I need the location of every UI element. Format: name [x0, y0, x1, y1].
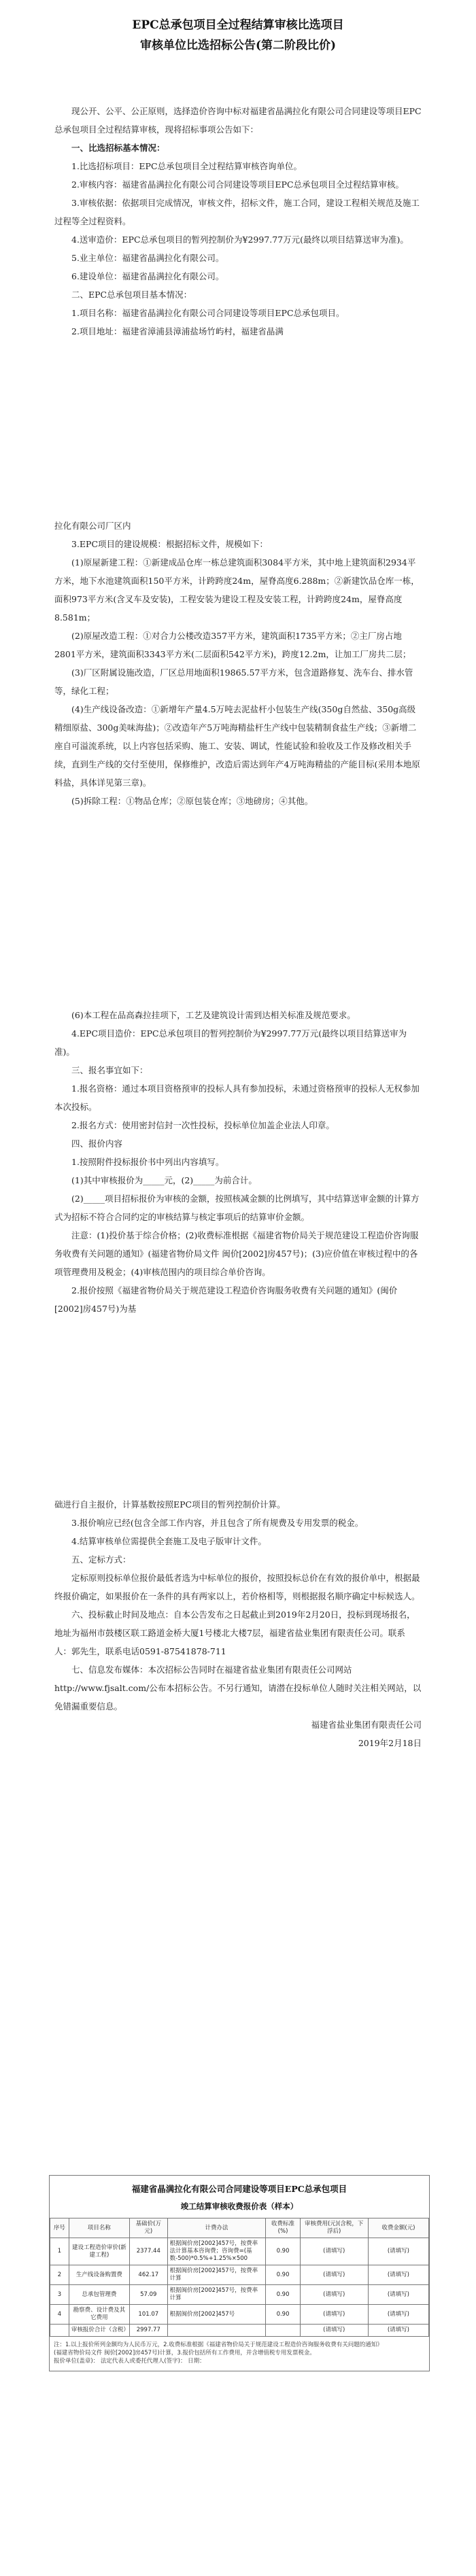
paragraph: 3.审核依据：依据项目完成情况，审核文件，招标文件，施工合同，建设工程相关规范及施工过程等全过程资料。: [54, 198, 420, 226]
form-note-line: 注：1.以上报价所列金额均为人民币万元，2.收费标准根据《福建省物价局关于规范建设工程造价咨询服务收费有关问题的通知》: [54, 2342, 383, 2348]
table-row: [50, 2265, 429, 2285]
table-row: [50, 2285, 429, 2305]
table-cell-fee[interactable]: (请填写): [300, 2305, 368, 2325]
column-header: 基础价(万元): [129, 2218, 167, 2238]
table-cell-name: 审核报价合计（含税）: [69, 2325, 129, 2337]
announcement-section-1: [54, 102, 422, 341]
table-cell-total[interactable]: (请填写): [368, 2325, 428, 2337]
paragraph: 拉化有限公司厂区内: [54, 521, 131, 531]
table-cell-method: 根据闽价房[2002]457号，按费率计算: [167, 2265, 266, 2285]
announcement-section-2: [54, 517, 422, 810]
form-title: 福建省晶满拉化有限公司合同建设等项目EPC总承包项目: [131, 2184, 347, 2194]
table-cell-rate: 0.90: [266, 2265, 300, 2285]
paragraph: 3.EPC项目的建设规模：根据招标文件，规模如下：: [71, 539, 269, 549]
column-header: 序号: [50, 2218, 69, 2238]
paragraph: 5.业主单位：福建省晶满拉化有限公司。: [71, 253, 224, 263]
paragraph: 注意：(1)投价基于综合价格；(2)收费标准根据《福建省物价局关于规范建设工程造价咨询服务收费有关问题的通知》(福建省物价局文件 闽价[2002]房457号)；(3)应价值在审核过程中的各项管理费用及税金；(4)审核范围内的项目综合单价咨询。: [54, 1230, 419, 1277]
form-note-line: 报价单位(盖章)： 法定代表人或委托代理人(签字)： 日期：: [54, 2358, 205, 2365]
form-subtitle: 竣工结算审核收费报价表（样本）: [180, 2201, 299, 2211]
paragraph: 4.EPC项目造价：EPC总承包项目的暂列控制价为¥2997.77万元(最终以项目结算送审为准)。: [54, 1028, 407, 1057]
paragraph: 2.报名方式：使用密封信封一次性投标，投标单位加盖企业法人印章。: [71, 1120, 335, 1130]
paragraph: 1.报名资格：通过本项目资格预审的投标人具有参加投标，未通过资格预审的投标人无权参加本次投标。: [54, 1083, 420, 1112]
announcement-section-4: [54, 1495, 422, 1752]
paragraph: 2.审核内容：福建省晶满拉化有限公司合同建设等项目EPC总承包项目全过程结算审核。: [71, 179, 405, 190]
announcement-section-3: [54, 1006, 422, 1318]
table-row: [50, 2238, 429, 2265]
paragraph: 1.比选招标项目：EPC总承包项目全过程结算审核咨询单位。: [71, 161, 303, 171]
paragraph: 3.报价响应已经(包含全部工作内容，并且包含了所有规费及专用发票的税金。: [71, 1518, 364, 1528]
paragraph: 四、报价内容: [71, 1138, 123, 1149]
table-cell-name: 勘察费、设计费及其它费用: [69, 2305, 129, 2325]
paragraph: (2)_____项目招标报价为审核的金额，按照核减金额的比例填写，其中结算送审金额的计算方式为招标不符合合同约定的审核结算与核定事项后的结算审价金额。: [54, 1194, 420, 1222]
paragraph: (1)原屋新建工程：①新建成品仓库一栋总建筑面积3084平方米，其中地上建筑面积2934平方米，地下水池建筑面积150平方米，计跨跨度24m，屋脊高度6.288m；②新建饮品仓库一栋，面积973平方米(含叉车及安装)，工程安装为建设工程及安装工程，计跨跨度24m，屋脊高度8.581m；: [54, 557, 420, 623]
table-cell-method: [167, 2325, 266, 2337]
paragraph: 2.项目地址：福建省漳浦县漳浦盐场竹屿村，福建省晶满: [71, 326, 284, 336]
table-cell-total[interactable]: (请填写): [368, 2238, 428, 2265]
paragraph: (2)原屋改造工程：①对合力公楼改造357平方米，建筑面积1735平方米；②主厂房占地2801平方米，建筑面积3343平方米(二层面积542平方米)，跨度12.2m，让加工厂房共二层；: [54, 631, 411, 659]
table-cell-base: 2377.44: [129, 2238, 167, 2265]
column-header: 审核费用(元)(含税，下浮后): [300, 2218, 368, 2238]
column-header: 计费办法: [167, 2218, 266, 2238]
paragraph: 础进行自主报价，计算基数按照EPC项目的暂列控制价计算。: [54, 1499, 286, 1510]
paragraph: 4.结算审核单位需提供全套施工及电子版审计文件。: [71, 1536, 267, 1546]
column-header: 项目名称: [69, 2218, 129, 2238]
paragraph: (6)本工程在品高森拉挂项下，工艺及建筑设计需到达相关标准及规范要求。: [71, 1010, 356, 1020]
table-cell-fee[interactable]: (请填写): [300, 2265, 368, 2285]
paragraph: 六、投标截止时间及地点：自本公告发布之日起截止到2019年2月20日，投标到现场报名，地址为福州市鼓楼区联工路道金桥大厦1号楼北大楼7层，福建省盐业集团有限责任公司。联系人：郭先生，联系电话0591-87541878-711: [54, 1609, 415, 1656]
table-cell-base: 57.09: [129, 2285, 167, 2305]
title-line-2: 审核单位比选招标公告(第二阶段比价): [139, 39, 337, 52]
paragraph: 1.项目名称：福建省晶满拉化有限公司合同建设等项目EPC总承包项目。: [71, 308, 345, 318]
title-line-1: EPC总承包项目全过程结算审核比选项目: [132, 18, 344, 32]
paragraph: 4.送审造价：EPC总承包项目的暂列控制价为¥2997.77万元(最终以项目结算送审为准)。: [71, 234, 409, 245]
paragraph: 三、报名事宜如下：: [71, 1065, 148, 1075]
paragraph: 福建省盐业集团有限责任公司: [311, 1720, 422, 1730]
paragraph: 1.按照附件投标报价书中列出内容填写。: [71, 1157, 224, 1167]
paragraph: 二、EPC总承包项目基本情况：: [71, 290, 192, 300]
table-cell-total[interactable]: (请填写): [368, 2305, 428, 2325]
table-header-row: [50, 2218, 429, 2238]
paragraph: (1)其中审核报价为_____元，(2)_____为前合计。: [71, 1175, 257, 1185]
table-cell-method: 根据闽价房[2002]457号，按费率计算: [167, 2285, 266, 2305]
paragraph: 五、定标方式：: [71, 1554, 131, 1565]
table-cell-no: [50, 2325, 69, 2337]
paragraph: 定标原则投标单位报价最低者选为中标单位的报价，按照投标总价在有效的报价单中，根据最终报价确定，如果报价在一条件的具有两家以上，若价格相等，则根据报名顺序确定中标候选人。: [54, 1573, 420, 1601]
table-row: [50, 2305, 429, 2325]
paragraph: 七、信息发布媒体：本次招标公告同时在福建省盐业集团有限责任公司网站 http://www.fjsalt.com/公布本招标公告。不另行通知，请潜在投标单位人随时关注相关网站，以免错漏重要信息。: [54, 1665, 422, 1711]
paragraph: 6.建设单位：福建省晶满拉化有限公司。: [71, 271, 224, 281]
table-cell-no: 3: [50, 2285, 69, 2305]
paragraph: 一、比选招标基本情况：: [71, 143, 165, 153]
table-cell-total[interactable]: (请填写): [368, 2285, 428, 2305]
table-cell-fee[interactable]: (请填写): [300, 2238, 368, 2265]
column-header: 收费标准(%): [266, 2218, 300, 2238]
table-cell-name: 建设工程造价审价(新建工程): [69, 2238, 129, 2265]
paragraph: 2.报价按照《福建省物价局关于规范建设工程造价咨询服务收费有关问题的通知》(闽价[2002]房457号)为基: [54, 1285, 398, 1314]
table-cell-name: 生产线设备购置费: [69, 2265, 129, 2285]
table-cell-base: 101.07: [129, 2305, 167, 2325]
form-notes: [50, 2337, 429, 2371]
table-cell-total[interactable]: (请填写): [368, 2265, 428, 2285]
bid-price-form: [49, 2175, 430, 2371]
paragraph: 2019年2月18日: [358, 1738, 422, 1748]
column-header: 收费金额(元): [368, 2218, 428, 2238]
table-cell-no: 1: [50, 2238, 69, 2265]
paragraph: (4)生产线设备改造：①新增年产量4.5万吨去泥盐杆小包装生产线(350g自然盐、350g高级精细原盐、300g美味海盐)；②改造年产5万吨海精盐杆生产线中包装精制食盐生产线；③新增二座自可溢流系统，以上内容包括采购、施工、安装、调试，性能试验和验收及工作及修改相关手续，直到生产线的交付至使用，保修维护，改造后需达到年产4万吨海精盐的产能目标(采用本地原料盐，具体详见第三章)。: [54, 704, 420, 788]
table-cell-no: 2: [50, 2265, 69, 2285]
table-cell-rate: [266, 2325, 300, 2337]
table-cell-method: 根据闽价房[2002]457号: [167, 2305, 266, 2325]
table-cell-method: 根据闽价房[2002]457号，按费率法计算基本咨询费；咨询费=(基数-500)*0.5%+1.25%×500: [167, 2238, 266, 2265]
bid-price-table: [50, 2218, 429, 2337]
table-cell-fee[interactable]: (请填写): [300, 2325, 368, 2337]
table-cell-fee[interactable]: (请填写): [300, 2285, 368, 2305]
table-cell-rate: 0.90: [266, 2238, 300, 2265]
paragraph: 现公开、公平、公正原则，选择造价咨询中标对福建省晶满拉化有限公司合同建设等项目EPC总承包项目全过程结算审核，现将招标事项公告如下：: [54, 106, 422, 135]
form-note-line: (福建省物价局文件 闽价[2002]房457号)计算，3.报价包括所有工作费用，并含增值税专用发票税金。: [54, 2350, 316, 2356]
table-row: [50, 2325, 429, 2337]
paragraph: (5)拆除工程：①物品仓库；②原包装仓库；③地磅房；④其他。: [71, 796, 313, 806]
table-cell-rate: 0.90: [266, 2285, 300, 2305]
document-title: [27, 15, 449, 56]
paragraph: (3)厂区附属设施改造，厂区总用地面积19865.57平方米，包含道路修复、洗车台、排水管等，绿化工程；: [54, 667, 413, 696]
table-cell-name: 总承包管理费: [69, 2285, 129, 2305]
table-cell-rate: 0.90: [266, 2305, 300, 2325]
table-cell-no: 4: [50, 2305, 69, 2325]
table-cell-base: 462.17: [129, 2265, 167, 2285]
table-cell-base: 2997.77: [129, 2325, 167, 2337]
